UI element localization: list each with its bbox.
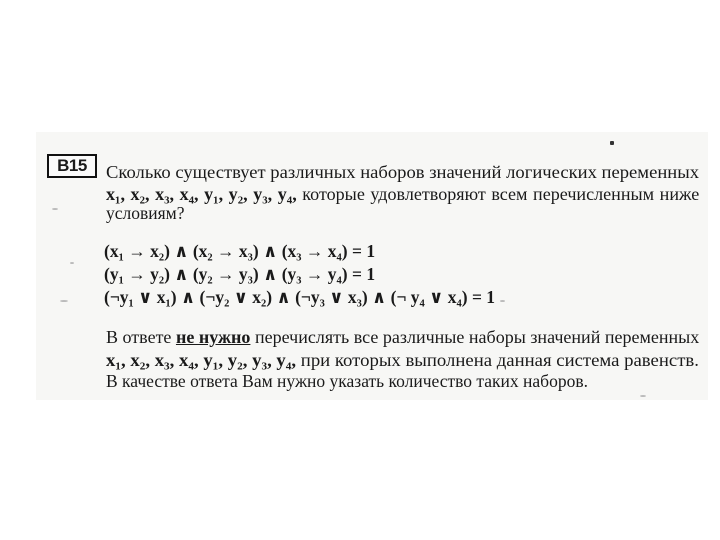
task-number: B15 [57, 156, 87, 175]
note-line-2 [106, 350, 699, 370]
note-line-3: В качестве ответа Вам нужно указать количество таких наборов. [106, 371, 588, 391]
scan-noise [52, 208, 58, 210]
note-line-1-post: перечислять все различные наборы значений переменных [250, 327, 700, 347]
scan-noise [60, 300, 68, 302]
equation-1: (x₁ → x₂) ∧ (x₂ → x₃) ∧ (x₃ → x₄) = 1 [104, 241, 376, 261]
scan-noise [640, 395, 646, 397]
note-emphasis: не нужно [175, 327, 251, 347]
question-line-1: Сколько существует различных наборов значений логических переменных [106, 162, 700, 182]
note-line-2-text: при которых выполнена данная система равенств. [296, 350, 699, 370]
question-variables: x₁, x₂, x₃, x₄, y₁, y₂, y₃, y₄, [106, 184, 297, 204]
question-line-2 [106, 184, 699, 204]
scan-speck [610, 141, 614, 145]
scan-noise [500, 300, 505, 302]
note-line-1-pre: В ответе [106, 327, 176, 347]
note-line-1 [106, 327, 699, 347]
note-variables: x₁, x₂, x₃, x₄, y₁, y₂, y₃, y₄, [106, 350, 297, 370]
scan-noise [70, 262, 74, 264]
equation-3: (¬y₁ ∨ x₁) ∧ (¬y₂ ∨ x₂) ∧ (¬y₃ ∨ x₃) ∧ (¬ y₄ ∨ x₄) = 1 [104, 287, 496, 307]
question-line-3: условиям? [106, 203, 185, 223]
question-line-2-text: которые удовлетворяют всем перечисленным ниже [296, 184, 700, 204]
equation-2: (y₁ → y₂) ∧ (y₂ → y₃) ∧ (y₃ → y₄) = 1 [104, 264, 376, 284]
task-number-badge [47, 154, 97, 178]
